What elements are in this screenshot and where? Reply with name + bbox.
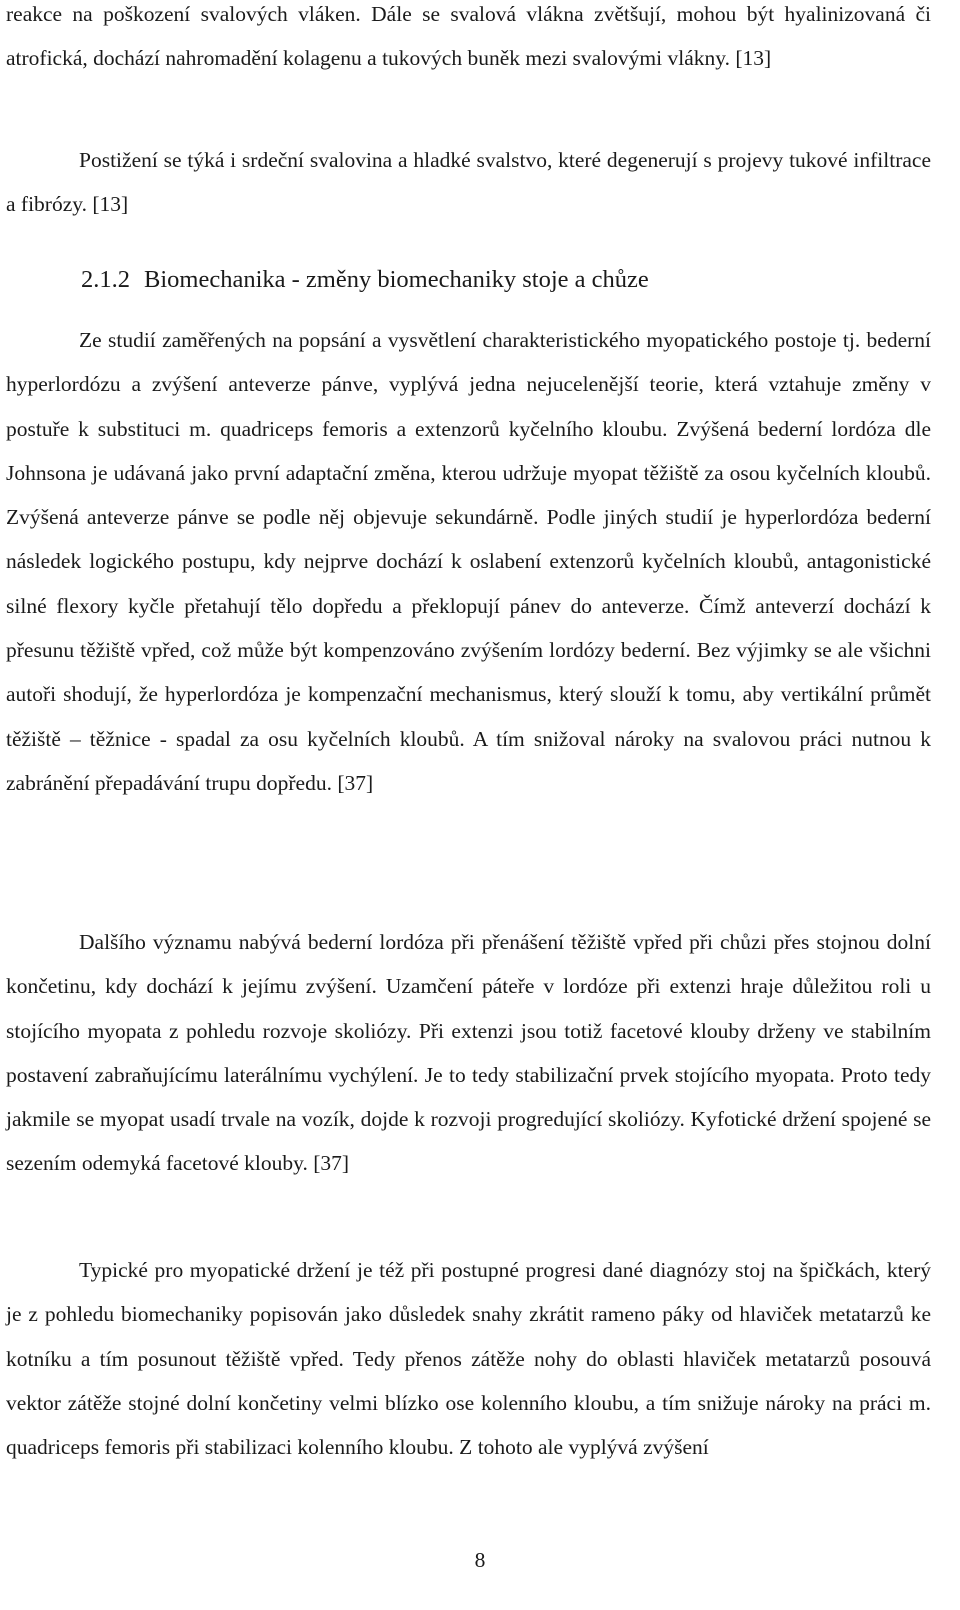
paragraph-posture-theory: Ze studií zaměřených na popsání a vysvětlení charakteristického myopatického postoje tj. bederní hyperlordózu a zvýšení anteverze pánve, vyplývá jedna nejucelenější teorie, která vztahuje změny v postuře k substituci m. quadriceps femoris a extenzorů kyčelního kloubu. Zvýšená bederní lordóza dle Johnsona je udávaná jako první adaptační změna, kterou udržuje myopat těžiště za osou kyčelních kloubů. Zvýšená anteverze pánve se podle něj objevuje sekundárně. Podle jiných studií je hyperlordóza bederní následek logického postupu, kdy nejprve dochází k oslabení extenzorů kyčelních kloubů, antagonistické silné flexory kyčle přetahují tělo dopředu a překlopují pánev do anteverze. Čímž anteverzí dochází k přesunu těžiště vpřed, což může být kompenzováno zvýšením lordózy bederní. Bez výjimky se ale všichni autoři shodují, že hyperlordóza je kompenzační mechanismus, který slouží k tomu, aby vertikální průmět těžiště – těžnice - spadal za osu kyčelních kloubů. A tím snižoval nároky na svalovou práci nutnou k zabránění přepadávání trupu dopředu. [37]: [6, 328, 931, 795]
section-heading: [81, 262, 649, 298]
paragraph-affected-muscles: Postižení se týká i srdeční svalovina a hladké svalstvo, které degenerují s projevy tukové infiltrace a fibrózy. [13]: [6, 148, 931, 217]
section-title: Biomechanika - změny biomechaniky stoje a chůze: [144, 266, 649, 293]
paragraph-lordosis-gait: Dalšího významu nabývá bederní lordóza při přenášení těžiště vpřed při chůzi přes stojnou dolní končetinu, kdy dochází k jejímu zvýšení. Uzamčení páteře v lordóze při extenzi hraje důležitou roli u stojícího myopata z pohledu rozvoje skoliózy. Při extenzi jsou totiž facetové klouby drženy ve stabilním postavení zabraňujícímu laterálnímu vychýlení. Je to tedy stabilizační prvek stojícího myopata. Proto tedy jakmile se myopat usadí trvale na vozík, dojde k rozvoji progredující skoliózy. Kyfotické držení spojené se sezením odemyká facetové klouby. [37]: [6, 930, 931, 1176]
paragraph-continuation: reakce na poškození svalových vláken. Dále se svalová vlákna zvětšují, mohou být hyalinizovaná či atrofická, dochází nahromadění kolagenu a tukových buněk mezi svalovými vlákny. [13]: [6, 2, 931, 71]
paragraph-toe-standing: Typické pro myopatické držení je též při postupné progresi dané diagnózy stoj na špičkách, který je z pohledu biomechaniky popisován jako důsledek snahy zkrátit rameno páky od hlaviček metatarzů ke kotníku a tím posunout těžiště vpřed. Tedy přenos zátěže nohy do oblasti hlaviček metatarzů posouvá vektor zátěže stojné dolní končetiny velmi blízko ose kolenního kloubu, a tím snižuje nároky na práci m. quadriceps femoris při stabilizaci kolenního kloubu. Z tohoto ale vyplývá zvýšení: [6, 1258, 931, 1460]
section-number: 2.1.2: [81, 266, 130, 293]
page-number: 8: [474, 1548, 486, 1572]
